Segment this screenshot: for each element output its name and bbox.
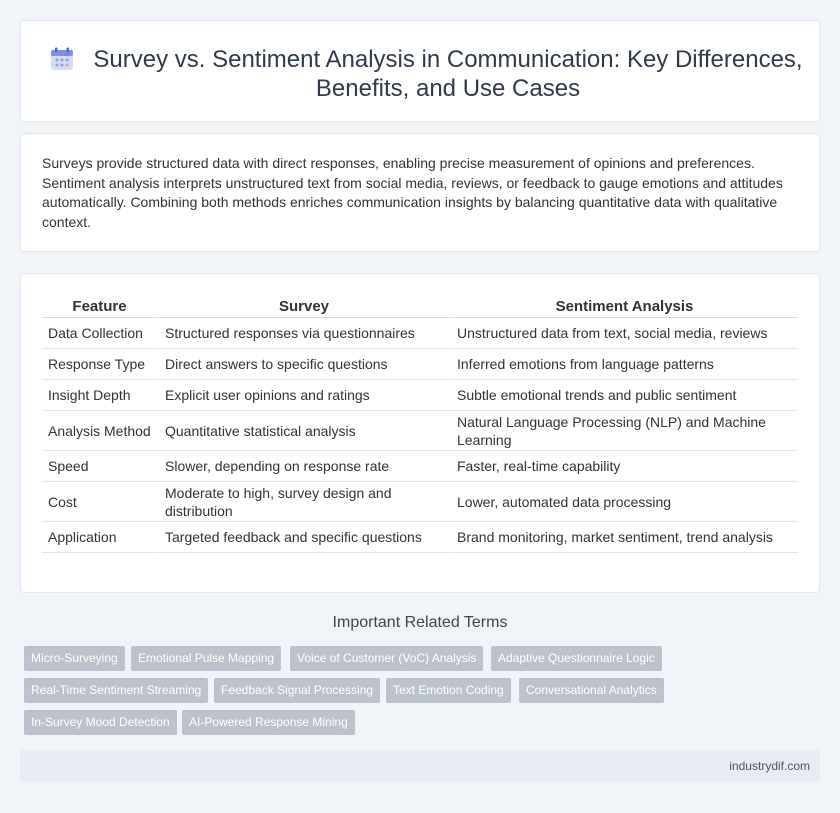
table-row xyxy=(42,482,798,522)
table-row xyxy=(42,451,798,482)
sentiment-cell: Subtle emotional trends and public sentiment xyxy=(449,380,798,411)
related-term-tag[interactable]: In-Survey Mood Detection xyxy=(24,710,177,735)
sentiment-cell: Faster, real-time capability xyxy=(449,451,798,482)
survey-cell: Structured responses via questionnaires xyxy=(157,318,449,349)
related-term-tag[interactable]: Emotional Pulse Mapping xyxy=(131,646,281,671)
page-title: Survey vs. Sentiment Analysis in Communication: Key Differences, Benefits, and Use Cases xyxy=(93,46,803,102)
feature-cell: Speed xyxy=(42,451,157,482)
sentiment-cell: Inferred emotions from language patterns xyxy=(449,349,798,380)
feature-cell: Data Collection xyxy=(42,318,157,349)
comparison-card xyxy=(20,273,820,593)
sentiment-cell: Brand monitoring, market sentiment, trend analysis xyxy=(449,522,798,553)
survey-cell: Quantitative statistical analysis xyxy=(157,411,449,451)
related-term-tag[interactable]: Conversational Analytics xyxy=(519,678,664,703)
table-row xyxy=(42,380,798,411)
related-terms-title: Important Related Terms xyxy=(332,614,508,631)
table-header-row xyxy=(42,296,798,318)
feature-cell: Analysis Method xyxy=(42,411,157,451)
related-term-tag[interactable]: Adaptive Questionnaire Logic xyxy=(491,646,662,671)
sentiment-cell: Natural Language Processing (NLP) and Machine Learning xyxy=(449,411,798,451)
footer-site-link[interactable]: industrydif.com xyxy=(729,759,810,773)
survey-cell: Explicit user opinions and ratings xyxy=(157,380,449,411)
survey-cell: Targeted feedback and specific questions xyxy=(157,522,449,553)
table-row xyxy=(42,522,798,553)
feature-cell: Response Type xyxy=(42,349,157,380)
table-row xyxy=(42,318,798,349)
related-term-tag[interactable]: AI-Powered Response Mining xyxy=(182,710,355,735)
related-term-tag[interactable]: Voice of Customer (VoC) Analysis xyxy=(290,646,483,671)
related-term-tag[interactable]: Micro-Surveying xyxy=(24,646,125,671)
related-term-tag[interactable]: Real-Time Sentiment Streaming xyxy=(24,678,208,703)
related-term-tag[interactable]: Feedback Signal Processing xyxy=(214,678,380,703)
survey-cell: Slower, depending on response rate xyxy=(157,451,449,482)
header-feature: Feature xyxy=(42,296,157,318)
sentiment-cell: Lower, automated data processing xyxy=(449,482,798,522)
feature-cell: Cost xyxy=(42,482,157,522)
intro-card xyxy=(20,133,820,252)
intro-paragraph: Surveys provide structured data with direct responses, enabling precise measurement of opinions and preferences. Sentiment analysis interprets unstructured text from social media, reviews, or feedback to gauge emotions and attitudes automatically. Combining both methods enriches communication insights by balancing quantitative data with qualitative context. xyxy=(42,155,783,230)
table-row xyxy=(42,411,798,451)
related-term-tag[interactable]: Text Emotion Coding xyxy=(386,678,511,703)
table-row xyxy=(42,349,798,380)
comparison-table xyxy=(42,296,798,553)
header-sentiment-analysis: Sentiment Analysis xyxy=(449,296,798,318)
header-survey: Survey xyxy=(157,296,449,318)
calendar-icon xyxy=(49,46,75,72)
feature-cell: Insight Depth xyxy=(42,380,157,411)
survey-cell: Moderate to high, survey design and distribution xyxy=(157,482,449,522)
sentiment-cell: Unstructured data from text, social media, reviews xyxy=(449,318,798,349)
feature-cell: Application xyxy=(42,522,157,553)
footer xyxy=(20,750,820,782)
title-card xyxy=(20,20,820,122)
survey-cell: Direct answers to specific questions xyxy=(157,349,449,380)
